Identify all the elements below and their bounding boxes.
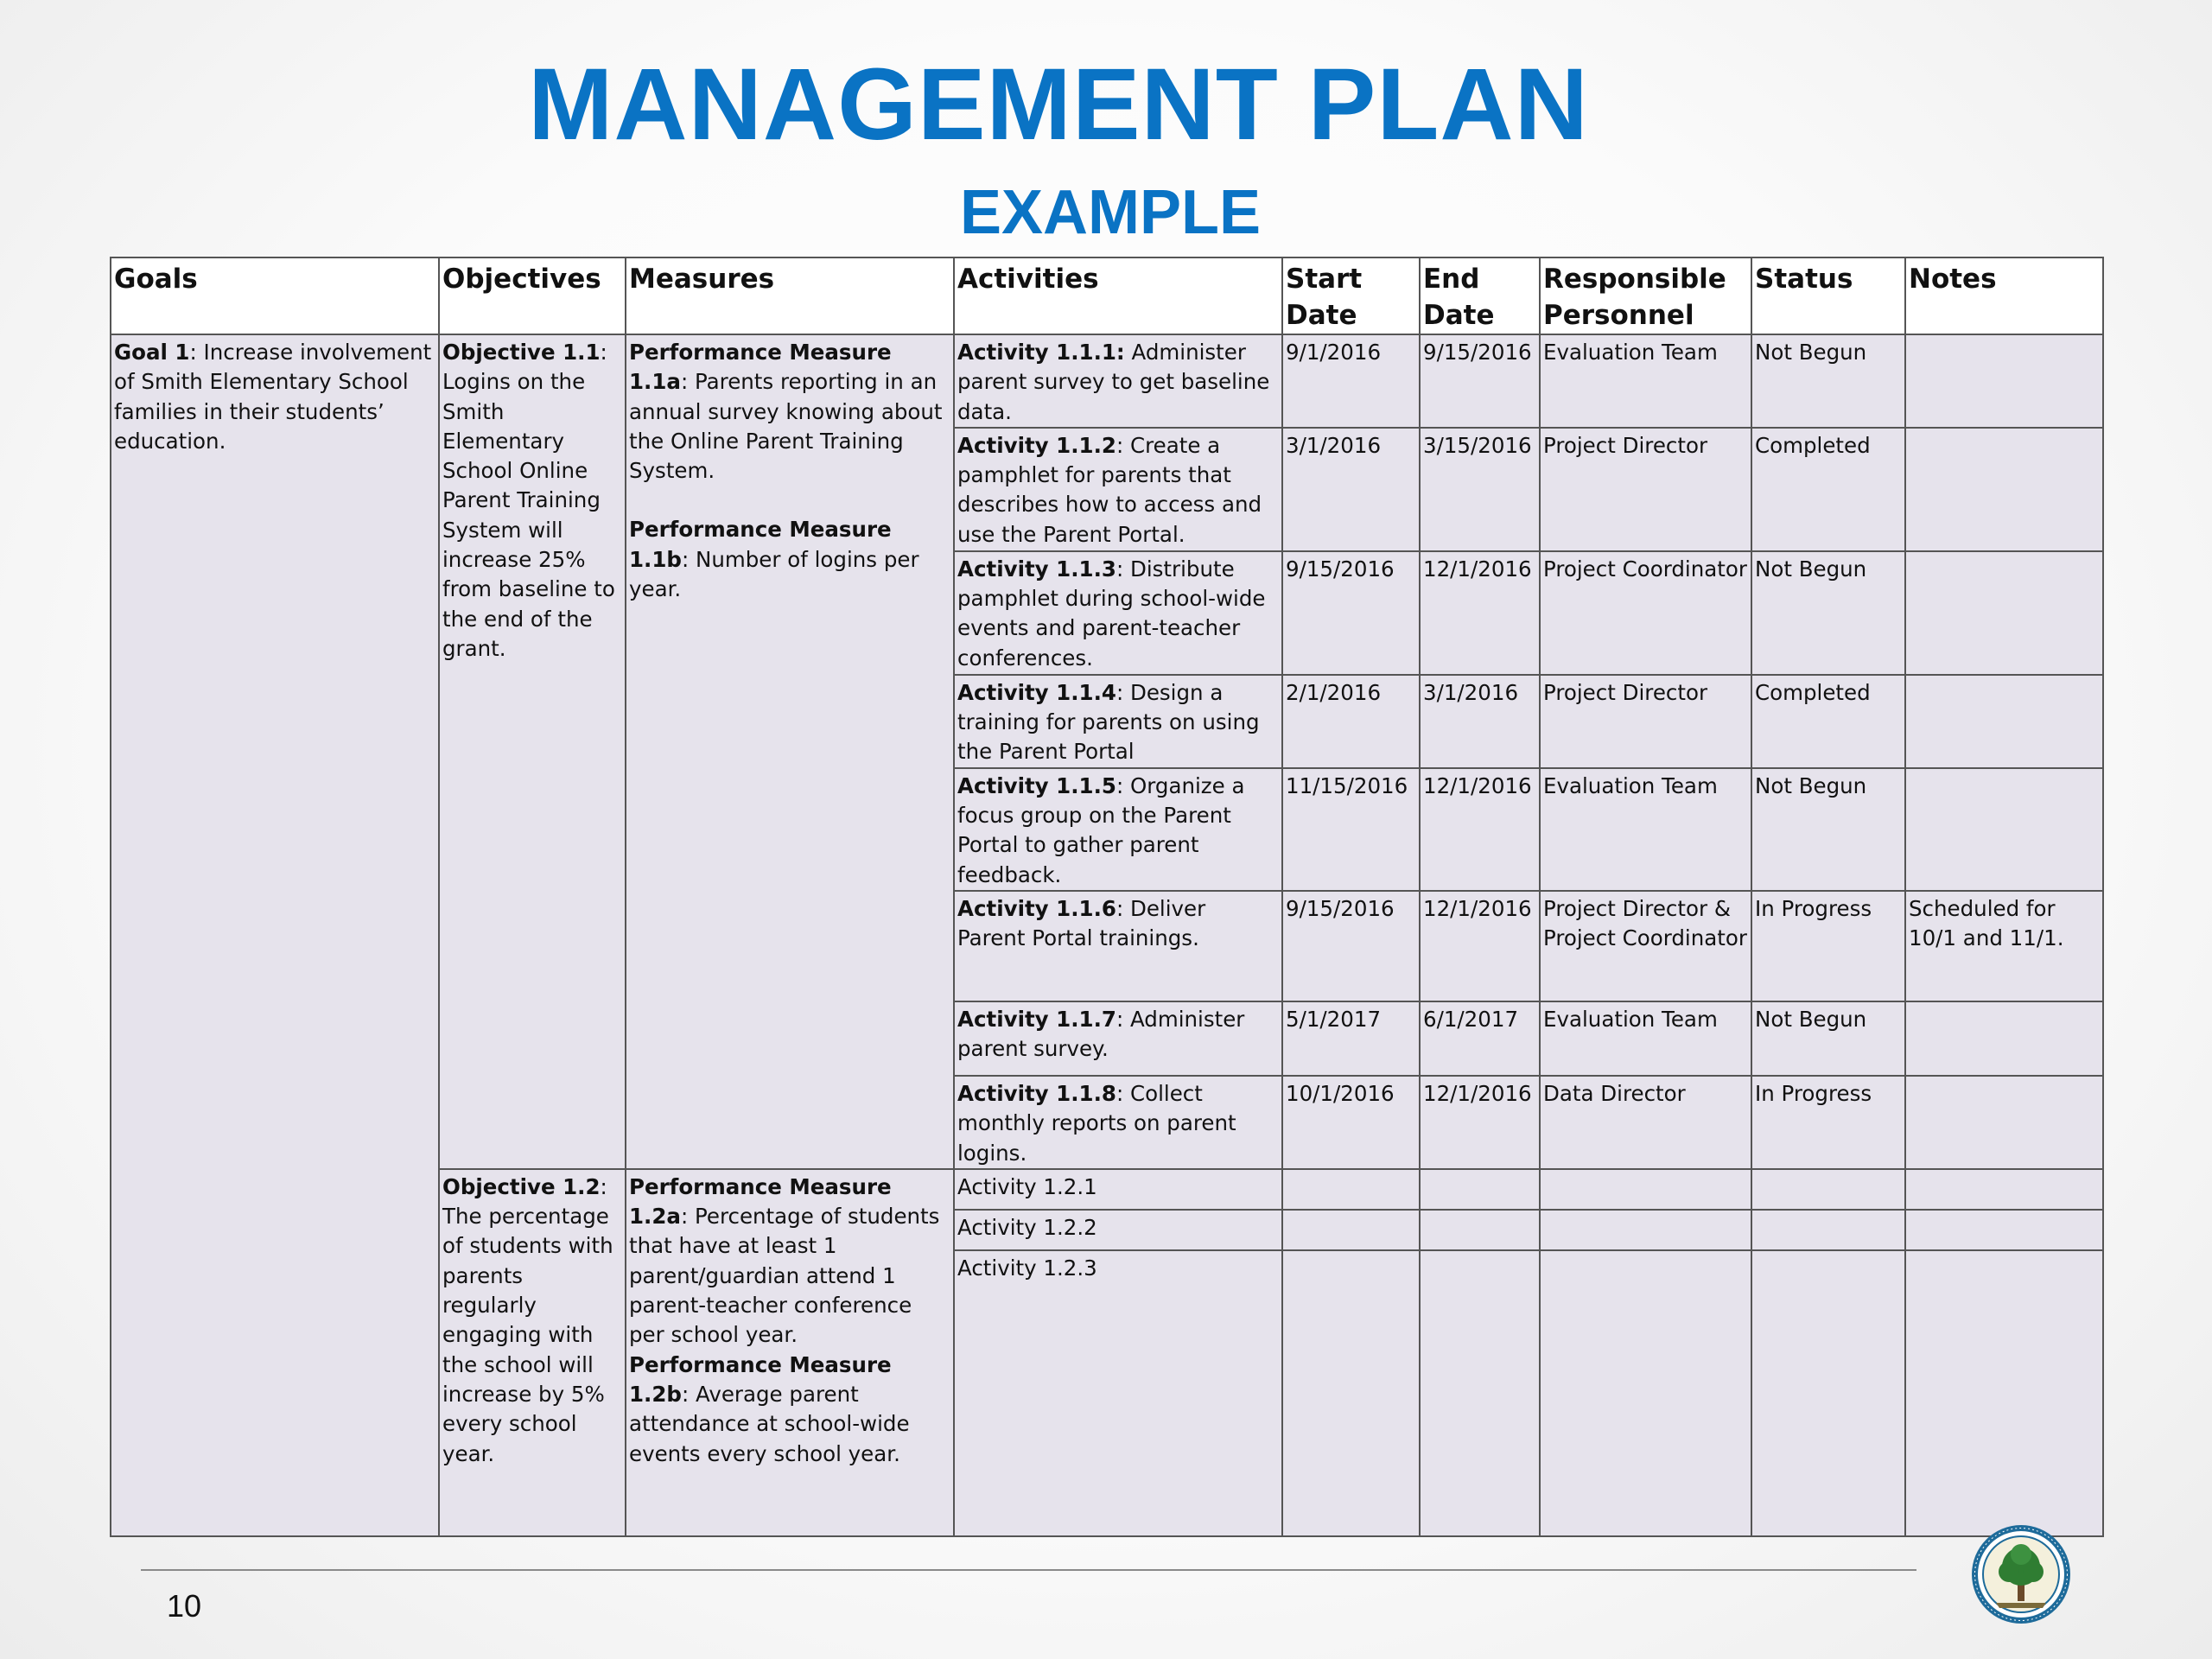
personnel-cell: Project Director bbox=[1540, 428, 1751, 551]
start-date-cell: 10/1/2016 bbox=[1282, 1076, 1420, 1169]
notes-cell bbox=[1905, 675, 2103, 768]
notes-cell bbox=[1905, 768, 2103, 891]
notes-cell bbox=[1905, 1169, 2103, 1210]
personnel-cell: Project Coordinator bbox=[1540, 551, 1751, 675]
notes-cell bbox=[1905, 1001, 2103, 1076]
end-date-cell: 12/1/2016 bbox=[1420, 1076, 1540, 1169]
notes-cell: Scheduled for 10/1 and 11/1. bbox=[1905, 891, 2103, 1001]
start-date-cell: 9/15/2016 bbox=[1282, 891, 1420, 1001]
personnel-cell bbox=[1540, 1210, 1751, 1250]
header-objectives: Objectives bbox=[439, 257, 626, 334]
page-subtitle: EXAMPLE bbox=[959, 178, 1262, 247]
status-cell: Completed bbox=[1751, 675, 1905, 768]
activity-cell: Activity 1.1.3: Distribute pamphlet during school-wide events and parent-teacher conferences. bbox=[954, 551, 1282, 675]
status-cell bbox=[1751, 1210, 1905, 1250]
page-number: 10 bbox=[167, 1588, 202, 1624]
status-cell: Not Begun bbox=[1751, 1001, 1905, 1076]
activity-cell: Activity 1.1.2: Create a pamphlet for parents that describes how to access and use the Parent Portal. bbox=[954, 428, 1282, 551]
activity-cell: Activity 1.1.5: Organize a focus group on the Parent Portal to gather parent feedback. bbox=[954, 768, 1282, 891]
start-date-cell: 2/1/2016 bbox=[1282, 675, 1420, 768]
header-status: Status bbox=[1751, 257, 1905, 334]
end-date-cell bbox=[1420, 1250, 1540, 1536]
end-date-cell: 12/1/2016 bbox=[1420, 768, 1540, 891]
footer-divider bbox=[141, 1569, 1916, 1571]
activity-cell: Activity 1.1.6: Deliver Parent Portal trainings. bbox=[954, 891, 1282, 1001]
notes-cell bbox=[1905, 1210, 2103, 1250]
status-cell: Not Begun bbox=[1751, 551, 1905, 675]
end-date-cell: 3/1/2016 bbox=[1420, 675, 1540, 768]
start-date-cell: 9/15/2016 bbox=[1282, 551, 1420, 675]
end-date-cell: 3/15/2016 bbox=[1420, 428, 1540, 551]
end-date-cell: 9/15/2016 bbox=[1420, 334, 1540, 428]
personnel-cell: Evaluation Team bbox=[1540, 334, 1751, 428]
end-date-cell: 6/1/2017 bbox=[1420, 1001, 1540, 1076]
start-date-cell: 11/15/2016 bbox=[1282, 768, 1420, 891]
personnel-cell bbox=[1540, 1250, 1751, 1536]
header-notes: Notes bbox=[1905, 257, 2103, 334]
header-activities: Activities bbox=[954, 257, 1282, 334]
notes-cell bbox=[1905, 428, 2103, 551]
activity-cell: Activity 1.1.7: Administer parent survey. bbox=[954, 1001, 1282, 1076]
start-date-cell: 9/1/2016 bbox=[1282, 334, 1420, 428]
department-of-education-seal-icon bbox=[1970, 1523, 2072, 1625]
start-date-cell: 5/1/2017 bbox=[1282, 1001, 1420, 1076]
notes-cell bbox=[1905, 551, 2103, 675]
end-date-cell: 12/1/2016 bbox=[1420, 551, 1540, 675]
activity-cell: Activity 1.2.3 bbox=[954, 1250, 1282, 1536]
objective-cell: Objective 1.1: Logins on the Smith Elementary School Online Parent Training System will increase 25% from baseline to the end of the grant. bbox=[439, 334, 626, 1169]
goal-cell: Goal 1: Increase involvement of Smith Elementary School families in their students’ education. bbox=[111, 334, 439, 1536]
status-cell: Completed bbox=[1751, 428, 1905, 551]
activity-cell: Activity 1.1.4: Design a training for parents on using the Parent Portal bbox=[954, 675, 1282, 768]
notes-cell bbox=[1905, 1076, 2103, 1169]
header-measures: Measures bbox=[626, 257, 954, 334]
personnel-cell: Project Director bbox=[1540, 675, 1751, 768]
notes-cell bbox=[1905, 1250, 2103, 1536]
status-cell: Not Begun bbox=[1751, 768, 1905, 891]
measures-cell: Performance Measure 1.2a: Percentage of students that have at least 1 parent/guardian attend 1 parent-teacher conference per school year. Performance Measure 1.2b: Average parent attendance at school-wide events every school year. bbox=[626, 1169, 954, 1536]
personnel-cell: Project Director & Project Coordinator bbox=[1540, 891, 1751, 1001]
personnel-cell: Evaluation Team bbox=[1540, 1001, 1751, 1076]
page-title: MANAGEMENT PLAN bbox=[528, 48, 1589, 162]
start-date-cell bbox=[1282, 1250, 1420, 1536]
personnel-cell: Data Director bbox=[1540, 1076, 1751, 1169]
status-cell: In Progress bbox=[1751, 1076, 1905, 1169]
table-row bbox=[111, 334, 2103, 428]
status-cell bbox=[1751, 1169, 1905, 1210]
status-cell: Not Begun bbox=[1751, 334, 1905, 428]
end-date-cell: 12/1/2016 bbox=[1420, 891, 1540, 1001]
activity-cell: Activity 1.2.1 bbox=[954, 1169, 1282, 1210]
objective-cell: Objective 1.2: The percentage of students with parents regularly engaging with the school will increase by 5% every school year. bbox=[439, 1169, 626, 1536]
status-cell bbox=[1751, 1250, 1905, 1536]
end-date-cell bbox=[1420, 1169, 1540, 1210]
header-goals: Goals bbox=[111, 257, 439, 334]
header-end-date: End Date bbox=[1420, 257, 1540, 334]
personnel-cell: Evaluation Team bbox=[1540, 768, 1751, 891]
header-responsible-personnel: Responsible Personnel bbox=[1540, 257, 1751, 334]
activity-cell: Activity 1.1.1: Administer parent survey to get baseline data. bbox=[954, 334, 1282, 428]
table-header-row bbox=[111, 257, 2103, 334]
start-date-cell bbox=[1282, 1169, 1420, 1210]
start-date-cell bbox=[1282, 1210, 1420, 1250]
end-date-cell bbox=[1420, 1210, 1540, 1250]
activity-cell: Activity 1.2.2 bbox=[954, 1210, 1282, 1250]
activity-cell: Activity 1.1.8: Collect monthly reports on parent logins. bbox=[954, 1076, 1282, 1169]
personnel-cell bbox=[1540, 1169, 1751, 1210]
status-cell: In Progress bbox=[1751, 891, 1905, 1001]
management-plan-table bbox=[110, 257, 2104, 1537]
notes-cell bbox=[1905, 334, 2103, 428]
header-start-date: Start Date bbox=[1282, 257, 1420, 334]
start-date-cell: 3/1/2016 bbox=[1282, 428, 1420, 551]
measures-cell: Performance Measure 1.1a: Parents reporting in an annual survey knowing about the Online Parent Training System. Performance Measure 1.1b: Number of logins per year. bbox=[626, 334, 954, 1169]
